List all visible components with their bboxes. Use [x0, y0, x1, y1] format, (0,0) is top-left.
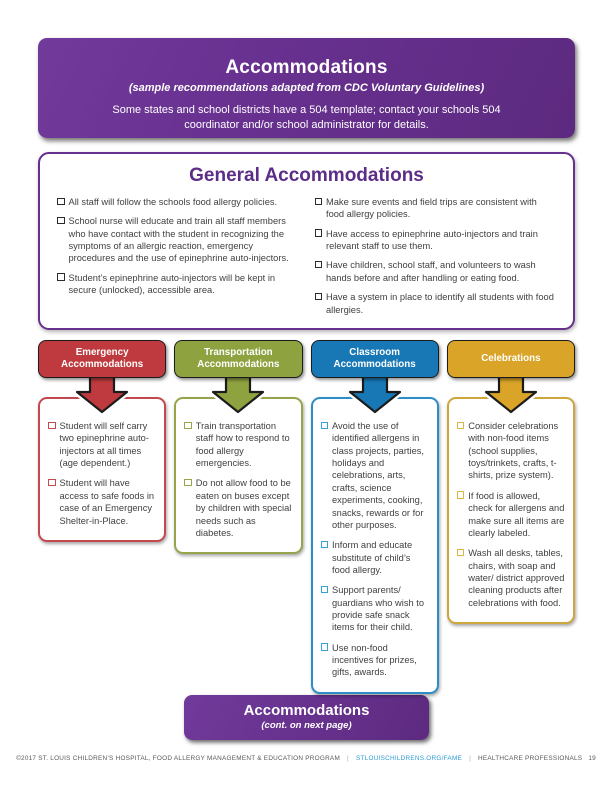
checklist-item	[457, 420, 565, 482]
column-box-emergency	[38, 397, 166, 542]
column-header-label: Emergency Accommodations	[61, 346, 144, 370]
general-accommodations-title: General Accommodations	[189, 165, 424, 186]
website-link[interactable]: STLOUISCHILDRENS.ORG/FAME	[356, 755, 463, 762]
checklist-item	[315, 228, 557, 253]
column-header-label: Celebrations	[481, 352, 541, 364]
checklist-item	[315, 196, 557, 221]
footer-banner	[184, 695, 429, 740]
checkbox-icon	[48, 479, 56, 487]
checkbox-icon	[57, 217, 65, 225]
checkbox-icon	[315, 229, 323, 237]
general-right-checklist	[315, 196, 557, 316]
checkbox-icon	[457, 491, 465, 499]
checklist-item-text: Do not allow food to be eaten on buses except by children with special needs such as diabetes.	[195, 478, 292, 538]
checklist-item	[184, 477, 292, 539]
page-footer	[0, 755, 612, 762]
checkbox-icon	[57, 198, 65, 206]
checklist-item-text: School nurse will educate and train all staff members who have contact with the student in recognizing the symptoms of an allergic reaction, emergency procedures and the use of epinephrine auto-injectors.	[68, 216, 289, 264]
column-classroom	[311, 340, 439, 694]
checklist-item-text: Inform and educate substitute of child’s food allergy.	[332, 540, 413, 575]
checklist-item	[57, 196, 299, 208]
column-header-emergency	[38, 340, 166, 378]
column-header-transportation	[174, 340, 302, 378]
page-subtitle: (sample recommendations adapted from CDC Voluntary Guidelines)	[128, 82, 485, 94]
checkbox-icon	[457, 422, 465, 430]
down-arrow-icon	[483, 376, 539, 414]
column-celebrations	[447, 340, 575, 624]
footer-separator: |	[469, 755, 471, 762]
checkbox-icon	[57, 273, 65, 281]
checklist-item-text: Wash all desks, tables, chairs, with soap and water/ district approved cleaning products after celebrations with food.	[468, 548, 565, 608]
checklist-item	[321, 584, 429, 633]
checkbox-icon	[321, 541, 329, 549]
checklist-item-text: Use non-food incentives for prizes, gifts, awards.	[332, 642, 417, 678]
checkbox-icon	[321, 586, 329, 594]
column-header-celebrations	[447, 340, 575, 378]
checklist-item-text: Student will self carry two epinephrine auto-injectors at all times (age dependent.)	[59, 421, 149, 469]
checklist-item-text: Consider celebrations with non-food items (school supplies, toys/trinkets, crafts, t-shirts, prize system).	[468, 421, 559, 481]
down-arrow-icon	[347, 376, 403, 414]
checklist-item	[315, 291, 557, 316]
checkbox-icon	[315, 198, 323, 206]
checklist-item-text: Have children, school staff, and volunteers to wash hands before and after handling or eating food.	[326, 260, 536, 283]
checklist-item-text: All staff will follow the schools food allergy policies.	[68, 197, 278, 207]
checklist-item	[48, 420, 156, 469]
column-header-label: Classroom Accommodations	[333, 346, 416, 370]
column-transportation	[174, 340, 302, 554]
general-accommodations-columns	[57, 196, 556, 316]
checklist-item	[321, 420, 429, 531]
checkbox-icon	[184, 479, 192, 487]
general-left-checklist	[57, 196, 299, 316]
checklist-item	[321, 539, 429, 576]
checklist-item	[48, 477, 156, 526]
column-header-classroom	[311, 340, 439, 378]
checklist-item-text: Have a system in place to identify all students with food allergies.	[326, 292, 554, 315]
general-accommodations-box	[38, 152, 575, 330]
section-label: HEALTHCARE PROFESSIONALS	[478, 755, 583, 762]
checkbox-icon	[48, 422, 56, 430]
checklist-item-text: Have access to epinephrine auto-injectors and train relevant staff to use them.	[326, 228, 538, 252]
page-number: 19	[588, 755, 596, 762]
checklist-item-text: Student’s epinephrine auto-injectors will be kept in secure (unlocked), accessible area.	[68, 272, 276, 296]
checklist-item	[321, 642, 429, 679]
checklist-item-text: Student will have access to safe foods in case of an Emergency Shelter-in-Place.	[59, 478, 155, 526]
checklist-item	[57, 215, 299, 264]
checkbox-icon	[457, 549, 465, 557]
checklist-item-text: Support parents/ guardians who wish to provide safe snack items for their child.	[332, 585, 424, 633]
column-box-classroom	[311, 397, 439, 694]
down-arrow-icon	[74, 376, 130, 414]
checklist-item	[457, 547, 565, 609]
checklist-item	[315, 259, 557, 284]
page-title: Accommodations	[225, 57, 388, 78]
copyright-text: ©2017 ST. LOUIS CHILDREN’S HOSPITAL, FOOD ALLERGY MANAGEMENT & EDUCATION PROGRAM	[16, 755, 341, 762]
checkbox-icon	[321, 643, 329, 651]
column-box-celebrations	[447, 397, 575, 624]
checklist-item	[57, 272, 299, 297]
checklist-item	[184, 420, 292, 469]
footer-banner-title: Accommodations	[243, 702, 370, 719]
checkbox-icon	[184, 422, 192, 430]
checklist-item-text: Avoid the use of identified allergens in class projects, parties, holidays and celebrations, arts, crafts, science experiments, cooking, snacks, rewards or for other purposes.	[332, 421, 424, 530]
accommodation-columns	[38, 340, 575, 694]
checklist-item-text: Train transportation staff how to respond to food allergy emergencies.	[195, 421, 290, 469]
checkbox-icon	[315, 261, 323, 269]
checkbox-icon	[315, 293, 323, 301]
checklist-item-text: If food is allowed, check for allergens and make sure all items are clearly labeled.	[468, 490, 565, 538]
header-banner	[38, 38, 575, 138]
banner-body-text: Some states and school districts have a 504 template; contact your schools 504 coordinator and/or school administrator for details.	[112, 104, 501, 132]
footer-separator: |	[347, 755, 349, 762]
down-arrow-icon	[210, 376, 266, 414]
checklist-item-text: Make sure events and field trips are consistent with food allergy policies.	[326, 197, 537, 220]
checkbox-icon	[321, 422, 329, 430]
column-box-transportation	[174, 397, 302, 554]
checklist-item	[457, 490, 565, 539]
column-header-label: Transportation Accommodations	[197, 346, 280, 370]
column-emergency	[38, 340, 166, 542]
footer-banner-subtitle: (cont. on next page)	[261, 720, 352, 731]
